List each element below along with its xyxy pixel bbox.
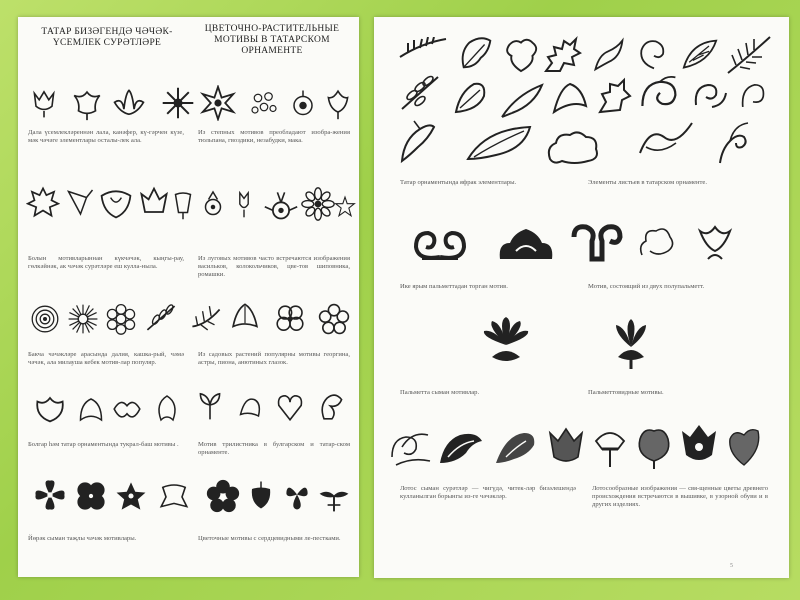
caption-russian-r4: Лотосообразные изображения — свя-щенные цветы древнего происхождения встречаются в вышивке, в узорной обуви и в других изделиях. [592, 485, 768, 509]
header-russian: ЦВЕТОЧНО-РАСТИТЕЛЬНЫЕ МОТИВЫ В ТАТАРСКОМ ОРНАМЕНТЕ [204, 24, 340, 56]
cornflower-icon [26, 185, 60, 219]
trefoil-bud-icon [236, 391, 266, 423]
broad-leaf-icon [466, 125, 534, 165]
page-number: 5 [730, 563, 733, 569]
caption-russian-3: Из садовых растений популярны мотивы георгина, астры, пиона, анютиных глазок. [198, 351, 350, 367]
carnation-icon [160, 85, 196, 121]
heart-outline-flower-icon [158, 481, 190, 513]
trefoil-heart-icon [274, 391, 306, 423]
lotus-hook-icon [492, 429, 538, 469]
caption-tatar-5: Йөрәк сыман таҗлы чәчәк мотивлары. [28, 535, 137, 542]
cloud-scroll-icon [636, 223, 676, 261]
caption-tatar-r2: Ике ярым пальметтадан торган мотив. [400, 283, 508, 290]
caption-tatar-4: Болгар һәм татар орнаментында тукрал-баш мотивы . [28, 441, 179, 448]
five-heart-flower-icon [206, 479, 240, 513]
dahlia-icon [28, 303, 62, 335]
rosehip-flower-icon [98, 185, 134, 221]
lotus-crown-icon [590, 425, 630, 469]
feathered-leaf-icon [450, 77, 490, 119]
cloud-leaf-icon [544, 129, 600, 167]
trefoil-icon [32, 389, 68, 425]
caption-russian-2: Из луговых мотивов часто встречаются изображения васильков, колокольчиков, цве-тов шиповника, ромашки. [198, 255, 350, 279]
five-petal-flower-icon [318, 303, 350, 335]
caption-tatar-1: Дала үсемлекләреннән лала, канәфер, кү-гәрчен күзе, мәк чәчәге элементлары осталы-лек ала. [28, 129, 184, 145]
heart-petal-flower-icon [32, 477, 68, 513]
palmette-tulip-icon [610, 317, 652, 371]
half-palmette-pair-icon [412, 227, 468, 263]
header-tatar: ТАТАР БИЗӘГЕНДӘ ЧӘЧӘК-ҮСЕМЛЕК СУРӘТЛӘРЕ [41, 27, 173, 48]
trefoil-wave-icon [110, 393, 144, 425]
serrated-leaf-icon [542, 35, 582, 75]
winged-heart-flower-icon [316, 481, 352, 513]
spiral-leaf-icon [636, 35, 672, 73]
feather-leaf-icon [398, 37, 448, 61]
striped-leaf-icon [680, 37, 720, 73]
four-heart-clover-icon [74, 479, 108, 513]
tulip-double-icon [70, 87, 104, 121]
fern-leaf-icon [188, 301, 224, 335]
star-flower-icon [200, 85, 236, 121]
aster-icon [66, 303, 100, 335]
left-page [18, 17, 359, 577]
trefoil-leaf-icon [152, 391, 182, 425]
fern-frond-icon [400, 73, 440, 113]
tri-lobe-leaf-icon [550, 77, 590, 119]
bellflower-side-icon [64, 185, 94, 219]
caption-tatar-3: Бакча чәчәкләре арасында далия, кашка-рый, чәмә чәчәк, ала милауша кебек мотив-лар популяр. [28, 351, 184, 367]
wind-leaf-icon [398, 119, 438, 165]
peony-icon [104, 303, 138, 335]
double-curl-leaf-icon [690, 75, 730, 115]
caption-russian-r3: Пальметтовидные мотивы. [588, 389, 664, 396]
small-star-flower-icon [334, 195, 356, 219]
jagged-leaf-icon [594, 75, 634, 117]
forget-me-not-icon [248, 89, 280, 119]
bud-stem-icon [168, 187, 198, 223]
lotus-dark-tulip-icon [678, 423, 720, 469]
spiral-stem-icon [714, 119, 754, 165]
pansy-leaf-icon [228, 301, 262, 335]
small-curl-leaf-icon [736, 77, 770, 113]
caption-tatar-r4: Лотос сыман сурәтләр — чигүдә, читек-ләр бизәлешендә кулланылган борынгы из-ге чәчәкләр. [400, 485, 576, 501]
pomegranate-icon [198, 185, 228, 223]
wheat-sprig-icon [142, 301, 180, 335]
tulip-palmette-icon [694, 221, 736, 263]
lotus-wave-icon [436, 427, 486, 467]
lily-icon [322, 87, 354, 121]
trefoil-branch-icon [194, 387, 226, 423]
poppy-bud-icon [288, 87, 318, 121]
bell-flower-icon [110, 87, 148, 121]
lotus-rose-icon [634, 425, 674, 469]
curved-blade-leaf-icon [498, 81, 546, 121]
oak-leaf-icon [502, 35, 540, 73]
scroll-leaf-icon [638, 73, 682, 117]
caption-tatar-2: Болын мотивларыннан күкчәчәк, кыңгы-рау, гөлкәйнәк, ак чәчәк сурәтләре еш кулла-ныла. [28, 255, 184, 271]
lotus-tulip-icon [546, 425, 586, 469]
caption-russian-4: Мотив трилистника в булгарском и татар-ском орнаменте. [198, 441, 350, 457]
long-fern-leaf-icon [726, 35, 772, 75]
right-page [374, 17, 789, 578]
thistle-icon [230, 185, 258, 223]
heart-petal-star-icon [114, 479, 148, 513]
pansy-icon [274, 303, 306, 335]
caption-russian-r1: Элементы листьев в татарском орнаменте. [588, 179, 707, 186]
curly-leaf-icon [588, 37, 628, 73]
ribbon-leaf-icon [636, 117, 696, 161]
caption-russian-1: Из степных мотивов преобладают изобра-жения тюльпана, гвоздики, незабудки, мака. [198, 129, 350, 145]
split-heart-flower-icon [282, 479, 312, 513]
lotus-heart-icon [726, 425, 762, 469]
lobed-leaf-icon [458, 35, 496, 73]
trefoil-scroll-icon [316, 389, 348, 423]
bell-outline-icon [136, 185, 172, 221]
caption-russian-r2: Мотив, состоящий из двух полупальметт. [588, 283, 705, 290]
tulip-outline-icon [28, 87, 60, 119]
rose-ornament-icon [263, 185, 299, 225]
daisy-icon [301, 187, 335, 221]
curl-palmette-icon [570, 223, 624, 263]
hanging-heart-flower-icon [246, 477, 276, 513]
crowned-palmette-icon [494, 223, 558, 263]
trefoil-curl-icon [76, 391, 106, 425]
caption-tatar-r3: Пальметта сыман мотивлар. [400, 389, 480, 396]
caption-tatar-r1: Татар орнаментында яфрак элементлары. [400, 179, 517, 186]
caption-russian-5: Цветочные мотивы с сердцевидными ле-пестками. [198, 535, 341, 542]
palmette-fan-icon [480, 315, 532, 367]
lotus-scroll-outline-icon [388, 427, 434, 469]
